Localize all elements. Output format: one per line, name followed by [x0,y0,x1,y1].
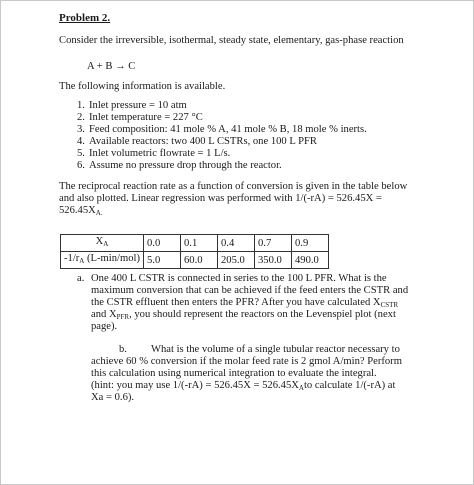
info-heading: The following information is available. [59,81,226,92]
info-item-number: 3. [77,124,85,135]
table-row [61,252,329,269]
paragraph-line: The reciprocal reaction rate as a function of conversion is given in the table below [59,181,408,192]
part-a-text: and X [91,309,117,320]
regression-text: 526.45X [59,205,96,216]
paragraph-line [59,205,103,219]
info-item-number: 5. [77,148,85,159]
xa-subscript: A [298,384,304,392]
info-item-number: 1. [77,100,85,111]
part-a-line: One 400 L CSTR is connected in series to the 100 L PFR. What is the [91,273,387,284]
part-a-line [91,309,396,323]
part-a-text: , you should represent the reactors on the Levenspiel plot (next [129,309,396,320]
part-a-text: the CSTR effluent then enters the PFR? After you have calculated X [91,297,381,308]
info-item-number: 6. [77,160,85,171]
rate-table [60,234,329,269]
table-cell: 205.0 [218,252,255,269]
info-item-text: Available reactors: two 400 L CSTRs, one 100 L PFR [89,136,317,147]
intro-text: Consider the irreversible, isothermal, steady state, elementary, gas-phase reaction [59,35,404,46]
part-a-line: page). [91,321,118,332]
part-b-text: to calculate 1/(-rA) at [303,380,396,391]
part-a-line: maximum conversion that can be achieved if the feed enters the CSTR and [91,285,409,296]
part-b-line: achieve 60 % conversion if the molar feed rate is 2 gmol A/min? Perform [91,356,402,367]
info-item-text: Inlet temperature = 227 °C [89,112,203,123]
info-item-text: Inlet volumetric flowrate = 1 L/s. [89,148,231,159]
table-cell: 0.7 [255,235,292,252]
part-b-line [91,380,395,394]
paragraph-line: and also plotted. Linear regression was performed with 1/(-rA) = 526.45X = [59,193,382,204]
rate-label: -1/r [64,253,80,264]
rate-label-subscript: A [79,257,85,265]
info-item-text: Inlet pressure = 10 atm [89,100,187,111]
table-row [61,235,329,252]
part-b-text: (hint: you may use 1/(-rA) = 526.45X = 526.45X [91,380,299,391]
part-b-line: this calculation using numerical integration to evaluate the integral. [91,368,377,379]
table-cell: 0.0 [144,235,181,252]
part-a-marker: a. [77,273,85,284]
info-item-text: Assume no pressure drop through the reactor. [89,160,282,171]
part-b-marker: b. [119,344,127,355]
table-cell: 5.0 [144,252,181,269]
table-cell: 490.0 [292,252,329,269]
table-cell: 0.9 [292,235,329,252]
table-header-cell [61,235,144,252]
xcstr-subscript: CSTR [380,301,399,309]
table-header-cell [61,252,144,269]
table-cell: 350.0 [255,252,292,269]
problem-title: Problem 2. [59,12,111,24]
xpfr-subscript: PFR [116,313,130,321]
x-label-subscript: A [103,240,109,248]
part-b-line: Xa = 0.6). [91,392,135,403]
regression-subscript: A. [95,209,103,217]
table-cell: 0.1 [181,235,218,252]
x-label: X [95,236,104,247]
part-b-line: What is the volume of a single tubular reactor necessary to [151,344,400,355]
rate-label-units: (L-min/mol) [84,253,140,264]
reaction-equation: A + B → C [87,61,136,72]
info-item-number: 2. [77,112,85,123]
info-item-number: 4. [77,136,85,147]
info-item-text: Feed composition: 41 mole % A, 41 mole % B, 18 mole % inerts. [89,124,367,135]
table-cell: 60.0 [181,252,218,269]
table-cell: 0.4 [218,235,255,252]
